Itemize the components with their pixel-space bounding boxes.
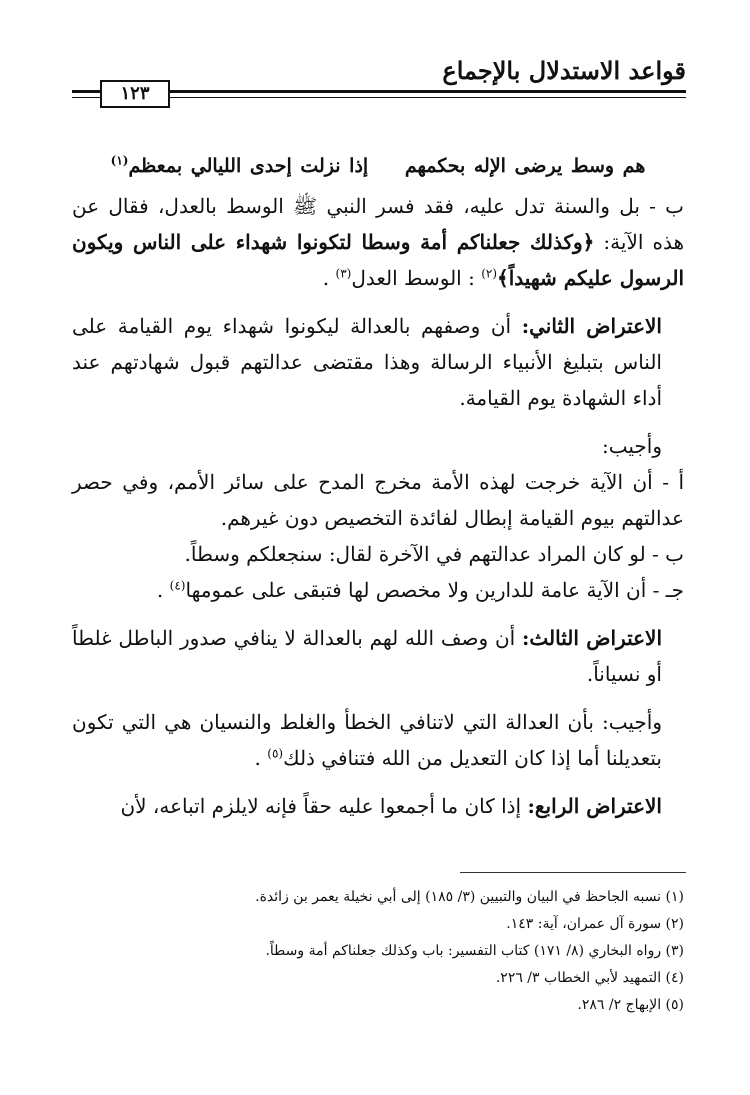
quran-quote: ﴿وكذلك جعلناكم أمة وسطا لتكونوا شهداء على الناس ويكون الرسول عليكم شهيداً﴾ (72, 230, 684, 290)
poetry-verse (72, 148, 684, 184)
footnote-1: (١) نسبه الجاحظ في البيان والتبيين (٣/ ١٨٥) إلى أبي نخيلة يعمر بن زائدة. (255, 889, 684, 905)
paragraph-objection-2 (72, 308, 684, 416)
answer-item-a: أ - أن الآية خرجت لهذه الأمة مخرج المدح على سائر الأمم، وفي حصر عدالتهم بيوم القيامة إبطال لفائدة التخصيص دون غيرهم. (72, 470, 684, 530)
paragraph-answer-3 (72, 704, 684, 776)
footnote-2: (٢) سورة آل عمران، آية: ١٤٣. (506, 916, 684, 932)
running-header (72, 56, 686, 106)
paragraph-text: . (322, 266, 330, 290)
paragraph-text: إذا كان ما أجمعوا عليه حقاً فإنه لايلزم اتباعه، لأن (120, 794, 522, 818)
verse-hemistich-second-text: إذا نزلت إحدى الليالي بمعظم (128, 155, 369, 177)
footnote-ref: (١) (110, 153, 129, 168)
answer-item-c (72, 572, 684, 608)
paragraph-text: أن وصفهم بالعدالة ليكونوا شهداء يوم القيامة على الناس بتبليغ الأنبياء الرسالة وهذا مقتضى عدالتهم قبول شهادتهم عند أداء الشهادة يوم القيامة. (72, 314, 662, 410)
paragraph-text: : الوسط العدل (351, 266, 475, 290)
objection-label: الاعتراض الثاني: (521, 314, 662, 338)
paragraph-text: . (254, 746, 261, 770)
paragraph-text: أن وصف الله لهم بالعدالة لا ينافي صدور الباطل غلطاً أو نسياناً. (72, 626, 662, 686)
main-text (72, 148, 684, 824)
footnote-ref: (٣) (335, 266, 352, 281)
footnote-4: (٤) التمهيد لأبي الخطاب ٣/ ٢٢٦. (495, 970, 684, 986)
footnote-ref: (٢) (481, 266, 498, 281)
answer-label: وأجيب: (602, 434, 662, 458)
paragraph-objection-3 (72, 620, 684, 692)
page-number: ١٢٣ (100, 80, 170, 108)
paragraph-text: . (156, 578, 164, 602)
footnote-separator (460, 872, 686, 873)
footnote-3: (٣) رواه البخاري (٨/ ١٧١) كتاب التفسير: باب وكذلك جعلناكم أمة وسطاً. (265, 943, 684, 959)
verse-hemistich-first: هم وسط يرضى الإله بحكمهم (404, 155, 646, 177)
objection-label: الاعتراض الرابع: (527, 794, 662, 818)
verse-hemistich-second (111, 148, 369, 184)
paragraph-text: وأجيب: بأن العدالة التي لاتنافي الخطأ والغلط والنسيان هي التي تكون بتعديلنا أما إذا كان التعديل من الله فتنافي ذلك (72, 710, 662, 770)
footnote-5: (٥) الإبهاج ٢/ ٢٨٦. (577, 997, 684, 1013)
footnote-ref: (٤) (169, 578, 186, 593)
paragraph-sunnah-evidence (72, 188, 684, 296)
footnotes (72, 884, 684, 1019)
paragraph-objection-4 (72, 788, 684, 824)
answer-item-b: ب - لو كان المراد عدالتهم في الآخرة لقال: سنجعلكم وسطاً. (184, 542, 684, 566)
header-title: قواعد الاستدلال بالإجماع (442, 56, 686, 85)
objection-label: الاعتراض الثالث: (522, 626, 662, 650)
paragraph-text: ب - بل والسنة تدل عليه، فقد فسر النبي ﷺ الوسط بالعدل، فقال عن هذه الآية: (72, 194, 685, 254)
footnote-ref: (٥) (267, 746, 284, 761)
paragraph-text: جـ - أن الآية عامة للدارين ولا مخصص لها فتبقى على عمومها (185, 578, 684, 602)
